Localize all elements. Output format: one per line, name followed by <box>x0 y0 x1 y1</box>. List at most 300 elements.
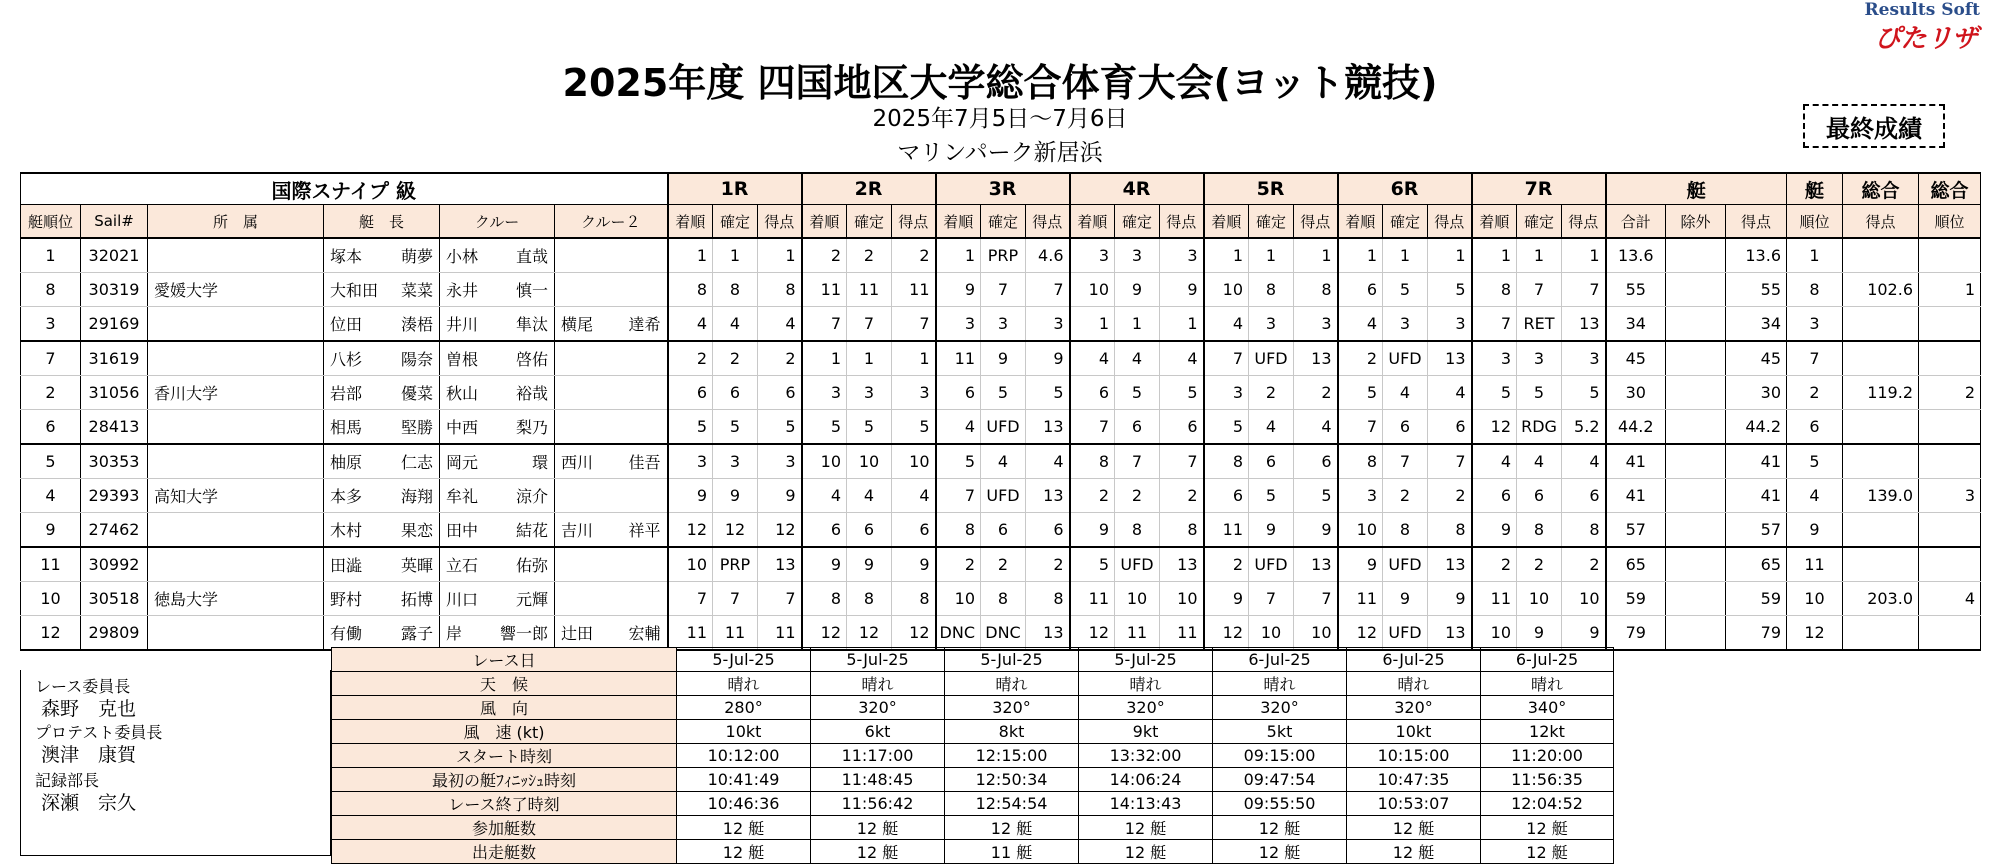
sail-number: 27462 <box>81 513 148 548</box>
affiliation <box>148 410 324 445</box>
boat-score-header: 艇 <box>1606 173 1787 205</box>
race-confirmed: 4 <box>713 307 758 342</box>
race-confirmed: DNC <box>981 616 1026 651</box>
race-info-value: 12:50:34 <box>945 768 1079 792</box>
race-info-label: 天 候 <box>332 672 677 696</box>
sail-number: 32021 <box>81 238 148 273</box>
race-points: 6 <box>892 513 936 548</box>
boat-score: 65 <box>1726 547 1787 582</box>
sum-points: 79 <box>1606 616 1666 651</box>
skipper-family: 位田 <box>330 315 363 334</box>
race-info-value: 12 艇 <box>1079 840 1213 864</box>
race-finish: 3 <box>802 376 847 410</box>
affiliation <box>148 444 324 479</box>
results-table <box>20 172 1981 651</box>
race-finish: 9 <box>1070 513 1115 548</box>
race-finish: 1 <box>1204 238 1249 273</box>
race-confirmed: 9 <box>1115 273 1160 307</box>
boat-score: 55 <box>1726 273 1787 307</box>
table-row <box>21 307 1981 342</box>
race-finish: 4 <box>1472 444 1517 479</box>
total-rank <box>1919 307 1981 342</box>
excluded-points <box>1666 513 1726 548</box>
crew-family: 小林 <box>446 247 479 266</box>
crew-family: 中西 <box>446 418 479 437</box>
total-rank: 4 <box>1919 582 1981 616</box>
race-confirmed: 9 <box>981 341 1026 376</box>
skipper-given: 陽奈 <box>400 350 433 369</box>
skipper <box>324 307 440 342</box>
crew-wrap <box>440 587 554 610</box>
race-points: 1 <box>892 341 936 376</box>
race-confirmed: 5 <box>981 376 1026 410</box>
race-confirmed: 5 <box>713 410 758 445</box>
race-finish: 9 <box>668 479 713 513</box>
boat-rank: 7 <box>21 341 81 376</box>
race-finish: 8 <box>936 513 981 548</box>
crew2-family: 吉川 <box>561 521 594 540</box>
affiliation: 高知大学 <box>148 479 324 513</box>
crew2 <box>555 582 668 616</box>
race-info-value: 5-Jul-25 <box>945 648 1079 672</box>
col-rank2: 順位 <box>1787 205 1843 239</box>
race-confirmed: 3 <box>1383 307 1428 342</box>
race-finish: 1 <box>1338 238 1383 273</box>
race-info-row <box>332 792 1614 816</box>
race-finish: 5 <box>1338 376 1383 410</box>
race-points: 2 <box>1428 479 1472 513</box>
race-finish: 7 <box>936 479 981 513</box>
race-points: 9 <box>1294 513 1338 548</box>
race-info-row <box>332 816 1614 840</box>
race-confirmed: 9 <box>1517 616 1562 651</box>
race-info-value: 320° <box>1213 696 1347 720</box>
crew-family: 秋山 <box>446 384 479 403</box>
race-confirmed: 7 <box>1383 444 1428 479</box>
excluded-points <box>1666 479 1726 513</box>
race-info-value: 11:48:45 <box>811 768 945 792</box>
race-finish: 3 <box>1070 238 1115 273</box>
race-finish: 5 <box>1204 410 1249 445</box>
skipper <box>324 513 440 548</box>
race-points: 10 <box>1160 582 1204 616</box>
col-confirmed: 確定 <box>981 205 1026 239</box>
race-confirmed: 4 <box>1249 410 1294 445</box>
race-finish: 10 <box>1472 616 1517 651</box>
race-confirmed: 4 <box>1115 341 1160 376</box>
race-points: 13 <box>1294 341 1338 376</box>
col-confirmed: 確定 <box>1115 205 1160 239</box>
race-finish: 5 <box>668 410 713 445</box>
race-finish: 3 <box>668 444 713 479</box>
affiliation <box>148 547 324 582</box>
race-finish: 4 <box>802 479 847 513</box>
race-confirmed: RET <box>1517 307 1562 342</box>
skipper-wrap <box>324 244 439 267</box>
skipper-wrap <box>324 553 439 576</box>
col-points: 得点 <box>1294 205 1338 239</box>
skipper-given: 優菜 <box>400 384 433 403</box>
boat-score: 79 <box>1726 616 1787 651</box>
table-row <box>21 582 1981 616</box>
total-score <box>1843 341 1919 376</box>
crew-family: 岡元 <box>446 453 479 472</box>
race-info-value: 9kt <box>1079 720 1213 744</box>
race-header-7: 7R <box>1472 173 1606 205</box>
race-info-value: 10:12:00 <box>677 744 811 768</box>
race-confirmed: 7 <box>713 582 758 616</box>
skipper <box>324 376 440 410</box>
total-rank <box>1919 547 1981 582</box>
race-info-value: 12 艇 <box>945 816 1079 840</box>
boat-rank: 8 <box>21 273 81 307</box>
race-confirmed: 8 <box>1517 513 1562 548</box>
crew-wrap <box>440 312 554 335</box>
race-finish: 8 <box>1070 444 1115 479</box>
race-points: 4 <box>892 479 936 513</box>
race-info-row <box>332 840 1614 864</box>
race-info-value: 12 艇 <box>1213 840 1347 864</box>
col-confirmed: 確定 <box>713 205 758 239</box>
table-row <box>21 341 1981 376</box>
boat-score: 13.6 <box>1726 238 1787 273</box>
race-info-value: 09:15:00 <box>1213 744 1347 768</box>
officials-panel <box>20 670 331 856</box>
col-finish: 着順 <box>1338 205 1383 239</box>
race-confirmed: 4 <box>847 479 892 513</box>
race-points: 5 <box>1428 273 1472 307</box>
race-finish: 5 <box>1472 376 1517 410</box>
race-points: 4 <box>1160 341 1204 376</box>
race-points: 2 <box>1026 547 1070 582</box>
race-points: 7 <box>1428 444 1472 479</box>
col-confirmed: 確定 <box>1249 205 1294 239</box>
race-info-row <box>332 648 1614 672</box>
skipper-given: 堅勝 <box>400 418 433 437</box>
race-info-row <box>332 672 1614 696</box>
race-info-value: 晴れ <box>1213 672 1347 696</box>
race-confirmed: 1 <box>1115 307 1160 342</box>
total-score: 102.6 <box>1843 273 1919 307</box>
race-finish: 10 <box>936 582 981 616</box>
race-confirmed: 1 <box>847 341 892 376</box>
crew-given: 梨乃 <box>515 418 548 437</box>
race-points: 5 <box>1294 479 1338 513</box>
race-info-row <box>332 720 1614 744</box>
race-finish: 9 <box>1472 513 1517 548</box>
race-finish: 1 <box>936 238 981 273</box>
race-points: 3 <box>1160 238 1204 273</box>
race-points: 6 <box>758 376 802 410</box>
race-finish: 1 <box>1070 307 1115 342</box>
boat-rank-final: 3 <box>1787 307 1843 342</box>
race-confirmed: 7 <box>1115 444 1160 479</box>
crew <box>440 273 555 307</box>
race-points: 9 <box>1160 273 1204 307</box>
race-confirmed: 6 <box>1249 444 1294 479</box>
total-rank <box>1919 238 1981 273</box>
boat-rank: 3 <box>21 307 81 342</box>
race-confirmed: 8 <box>1383 513 1428 548</box>
skipper <box>324 273 440 307</box>
race-points: 13 <box>1562 307 1606 342</box>
skipper <box>324 547 440 582</box>
excluded-points <box>1666 444 1726 479</box>
excluded-points <box>1666 410 1726 445</box>
race-points: 12 <box>758 513 802 548</box>
race-finish: 9 <box>1204 582 1249 616</box>
race-points: 7 <box>758 582 802 616</box>
race-finish: 6 <box>668 376 713 410</box>
official-name: 澳津 康賀 <box>41 744 137 766</box>
excluded-points <box>1666 376 1726 410</box>
race-confirmed: UFD <box>981 479 1026 513</box>
boat-rank-final: 1 <box>1787 238 1843 273</box>
skipper <box>324 479 440 513</box>
race-confirmed: UFD <box>981 410 1026 445</box>
race-finish: 4 <box>668 307 713 342</box>
event-dates: 2025年7月5日～7月6日 <box>872 106 1128 132</box>
excluded-points <box>1666 582 1726 616</box>
sail-number: 29393 <box>81 479 148 513</box>
race-info-value: 6-Jul-25 <box>1481 648 1614 672</box>
skipper-family: 田澁 <box>330 556 363 575</box>
race-confirmed: 2 <box>713 341 758 376</box>
table-row <box>21 273 1981 307</box>
race-finish: 8 <box>1338 444 1383 479</box>
race-finish: 11 <box>1338 582 1383 616</box>
race-info-value: 晴れ <box>1347 672 1481 696</box>
race-info-value: 6-Jul-25 <box>1213 648 1347 672</box>
crew <box>440 341 555 376</box>
total-score <box>1843 513 1919 548</box>
race-info-value: 11:20:00 <box>1481 744 1614 768</box>
race-finish: 5 <box>1070 547 1115 582</box>
skipper-family: 有働 <box>330 624 363 643</box>
race-info-value: 09:55:50 <box>1213 792 1347 816</box>
race-info-value: 320° <box>945 696 1079 720</box>
race-points: 13 <box>1428 616 1472 651</box>
race-confirmed: 3 <box>713 444 758 479</box>
race-confirmed: 6 <box>1115 410 1160 445</box>
boat-score: 44.2 <box>1726 410 1787 445</box>
boat-score: 41 <box>1726 479 1787 513</box>
race-info-value: 晴れ <box>677 672 811 696</box>
logo-results-soft: Results Soft <box>1864 0 1980 20</box>
crew-given: 元輝 <box>515 590 548 609</box>
race-confirmed: 2 <box>1249 376 1294 410</box>
race-finish: 8 <box>1472 273 1517 307</box>
race-confirmed: 7 <box>847 307 892 342</box>
race-confirmed: 8 <box>713 273 758 307</box>
total-score-header: 総合 <box>1843 173 1919 205</box>
race-points: 8 <box>892 582 936 616</box>
race-points: 10 <box>892 444 936 479</box>
race-points: 4 <box>1428 376 1472 410</box>
race-points: 5 <box>1026 376 1070 410</box>
boat-rank-final: 12 <box>1787 616 1843 651</box>
total-rank <box>1919 513 1981 548</box>
race-points: 2 <box>892 238 936 273</box>
race-confirmed: 10 <box>847 444 892 479</box>
boat-rank: 2 <box>21 376 81 410</box>
race-info-label: レース日 <box>332 648 677 672</box>
race-confirmed: 6 <box>1383 410 1428 445</box>
crew <box>440 616 555 651</box>
race-points: 13 <box>1160 547 1204 582</box>
race-confirmed: 8 <box>1249 273 1294 307</box>
race-finish: 6 <box>936 376 981 410</box>
official-name: 森野 克也 <box>41 698 137 720</box>
race-info-label: 風 速 (kt) <box>332 720 677 744</box>
race-finish: 7 <box>1204 341 1249 376</box>
skipper-given: 湊梧 <box>400 315 433 334</box>
excluded-points <box>1666 307 1726 342</box>
race-finish: 4 <box>1204 307 1249 342</box>
race-finish: 1 <box>802 341 847 376</box>
col-sum: 合計 <box>1606 205 1666 239</box>
race-finish: 11 <box>1472 582 1517 616</box>
race-finish: 4 <box>1338 307 1383 342</box>
col-skipper: 艇 長 <box>324 205 440 239</box>
sail-number: 30518 <box>81 582 148 616</box>
race-points: 1 <box>1294 238 1338 273</box>
boat-rank: 1 <box>21 238 81 273</box>
race-points: 2 <box>1160 479 1204 513</box>
table-row <box>21 547 1981 582</box>
race-confirmed: UFD <box>1249 341 1294 376</box>
race-finish: 6 <box>1204 479 1249 513</box>
race-info-value: 09:47:54 <box>1213 768 1347 792</box>
boat-rank-final: 4 <box>1787 479 1843 513</box>
crew <box>440 582 555 616</box>
crew-given: 結花 <box>515 521 548 540</box>
race-confirmed: 5 <box>1517 376 1562 410</box>
col-score: 得点 <box>1726 205 1787 239</box>
race-finish: 3 <box>1338 479 1383 513</box>
skipper-given: 海翔 <box>400 487 433 506</box>
crew2 <box>555 410 668 445</box>
race-finish: 12 <box>1338 616 1383 651</box>
race-info-value: 10kt <box>1347 720 1481 744</box>
boat-rank-final: 5 <box>1787 444 1843 479</box>
race-points: 11 <box>892 273 936 307</box>
race-points: 3 <box>892 376 936 410</box>
race-info-value: 5-Jul-25 <box>1079 648 1213 672</box>
crew-wrap <box>440 621 554 644</box>
col-finish: 着順 <box>936 205 981 239</box>
race-header-1: 1R <box>668 173 802 205</box>
boat-score: 41 <box>1726 444 1787 479</box>
skipper <box>324 410 440 445</box>
race-finish: 3 <box>1204 376 1249 410</box>
race-info-value: 12 艇 <box>1079 816 1213 840</box>
race-points: 4 <box>758 307 802 342</box>
crew-wrap <box>440 415 554 438</box>
skipper-given: 拓博 <box>400 590 433 609</box>
race-points: 1 <box>1428 238 1472 273</box>
race-confirmed: 2 <box>1115 479 1160 513</box>
race-info-value: 12 艇 <box>677 816 811 840</box>
sail-number: 29169 <box>81 307 148 342</box>
race-points: 12 <box>892 616 936 651</box>
race-info-value: 11:56:35 <box>1481 768 1614 792</box>
race-finish: 2 <box>936 547 981 582</box>
total-rank-header: 総合 <box>1919 173 1981 205</box>
race-info-value: 10:46:36 <box>677 792 811 816</box>
race-points: 13 <box>1026 410 1070 445</box>
sum-points: 41 <box>1606 444 1666 479</box>
race-confirmed: 7 <box>1249 582 1294 616</box>
skipper-given: 菜菜 <box>400 281 433 300</box>
race-confirmed: 1 <box>713 238 758 273</box>
race-info-value: 晴れ <box>811 672 945 696</box>
race-points: 13 <box>1026 479 1070 513</box>
crew <box>440 547 555 582</box>
affiliation: 愛媛大学 <box>148 273 324 307</box>
skipper <box>324 238 440 273</box>
race-confirmed: 1 <box>1249 238 1294 273</box>
crew-family: 井川 <box>446 315 479 334</box>
crew2-given: 宏輔 <box>628 624 661 643</box>
race-info-value: 12 艇 <box>677 840 811 864</box>
race-confirmed: 9 <box>713 479 758 513</box>
race-confirmed: 3 <box>847 376 892 410</box>
race-finish: 6 <box>802 513 847 548</box>
race-points: 3 <box>1294 307 1338 342</box>
boat-rank: 10 <box>21 582 81 616</box>
race-info-value: 12 艇 <box>1347 840 1481 864</box>
skipper-wrap <box>324 518 439 541</box>
race-confirmed: 4 <box>1383 376 1428 410</box>
race-info-value: 14:13:43 <box>1079 792 1213 816</box>
race-info-table <box>331 647 1614 864</box>
skipper-wrap <box>324 484 439 507</box>
sail-number: 31619 <box>81 341 148 376</box>
col-boat-rank: 艇順位 <box>21 205 81 239</box>
race-header-4: 4R <box>1070 173 1204 205</box>
table-row <box>21 513 1981 548</box>
boat-rank-final: 10 <box>1787 582 1843 616</box>
race-info-value: 14:06:24 <box>1079 768 1213 792</box>
crew-given: 佑弥 <box>515 556 548 575</box>
crew2 <box>555 341 668 376</box>
col-total2: 得点 <box>1843 205 1919 239</box>
race-finish: 3 <box>936 307 981 342</box>
total-rank <box>1919 341 1981 376</box>
race-confirmed: 4 <box>981 444 1026 479</box>
race-finish: 8 <box>1204 444 1249 479</box>
boat-rank-final: 9 <box>1787 513 1843 548</box>
race-info-value: 320° <box>1079 696 1213 720</box>
crew-given: 響一郎 <box>499 624 548 643</box>
total-score <box>1843 410 1919 445</box>
crew2-wrap <box>555 450 667 473</box>
col-trank2: 順位 <box>1919 205 1981 239</box>
race-finish: 2 <box>1070 479 1115 513</box>
race-header-3: 3R <box>936 173 1070 205</box>
race-confirmed: 7 <box>1517 273 1562 307</box>
crew-given: 隼汰 <box>515 315 548 334</box>
affiliation <box>148 307 324 342</box>
race-finish: 12 <box>1070 616 1115 651</box>
sail-number: 30353 <box>81 444 148 479</box>
race-finish: 6 <box>1472 479 1517 513</box>
race-points: 9 <box>758 479 802 513</box>
skipper-given: 萌夢 <box>400 247 433 266</box>
race-finish: 7 <box>1070 410 1115 445</box>
race-info-value: 12 艇 <box>1213 816 1347 840</box>
